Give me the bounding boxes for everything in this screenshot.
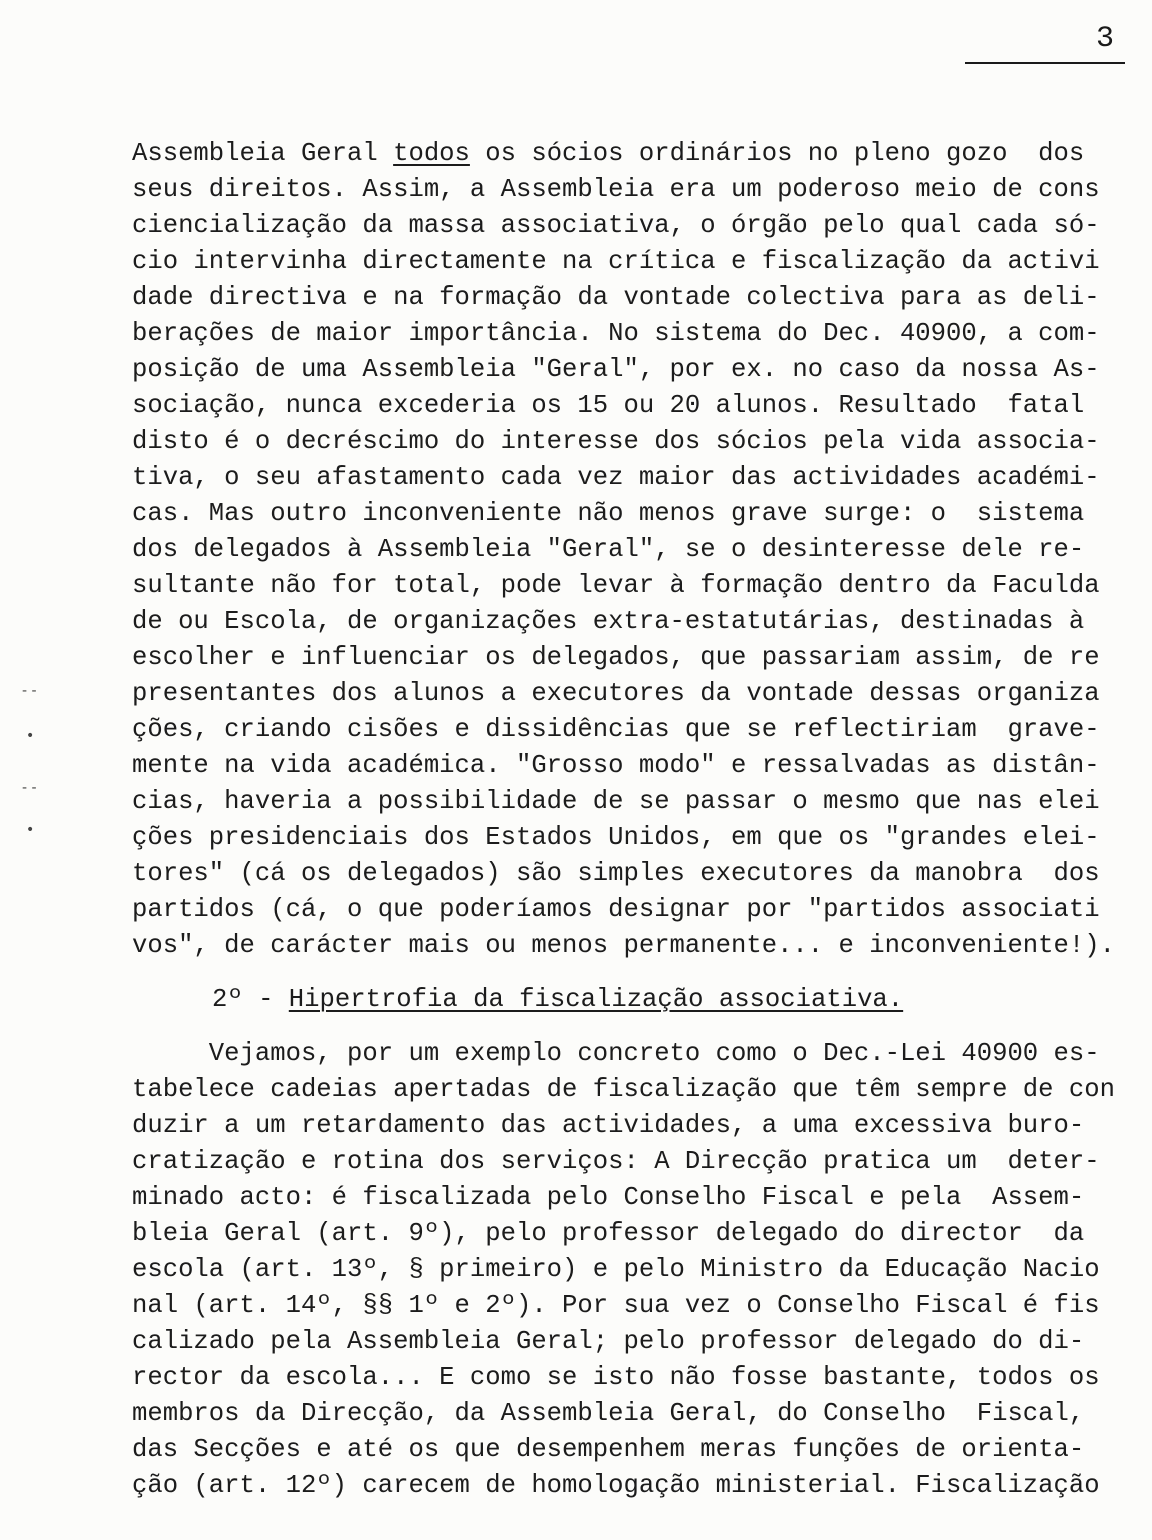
page-number: 3 <box>1096 22 1115 56</box>
text-line <box>132 136 1122 172</box>
text-line: presentantes dos alunos a executores da vontade dessas organiza <box>132 679 1100 708</box>
text-line: ção (art. 12º) carecem de homologação ministerial. Fiscalização <box>132 1471 1100 1500</box>
text-line: tiva, o seu afastamento cada vez maior das actividades académi- <box>132 463 1100 492</box>
page-number-rule <box>965 62 1125 64</box>
text-line: das Secções e até os que desempenhem meras funções de orienta- <box>132 1435 1085 1464</box>
text-line: ções, criando cisões e dissidências que se reflectiriam grave- <box>132 715 1100 744</box>
text-line: sultante não for total, pode levar à formação dentro da Faculda <box>132 571 1100 600</box>
text-line: escolher e influenciar os delegados, que passariam assim, de re <box>132 643 1100 672</box>
section-heading <box>212 982 1112 1018</box>
margin-mark: • <box>26 822 35 838</box>
text-line: Vejamos, por um exemplo concreto como o Dec.-Lei 40900 es- <box>132 1039 1100 1068</box>
margin-mark: - - <box>22 683 37 699</box>
text-line: rector da escola... E como se isto não fosse bastante, todos os <box>132 1363 1100 1392</box>
text-line: partidos (cá, o que poderíamos designar por "partidos associati <box>132 895 1100 924</box>
text-line: seus direitos. Assim, a Assembleia era um poderoso meio de cons <box>132 175 1100 204</box>
text-line: ciencialização da massa associativa, o órgão pelo qual cada só- <box>132 211 1100 240</box>
text-line: cas. Mas outro inconveniente não menos grave surge: o sistema <box>132 499 1085 528</box>
text-line: vos", de carácter mais ou menos permanente... e inconveniente!). <box>132 931 1115 960</box>
text-line: mente na vida académica. "Grosso modo" e ressalvadas as distân- <box>132 751 1100 780</box>
text-line: disto é o decréscimo do interesse dos sócios pela vida associa- <box>132 427 1100 456</box>
text-line: cio intervinha directamente na crítica e fiscalização da activi <box>132 247 1100 276</box>
text-line: membros da Direcção, da Assembleia Geral, do Conselho Fiscal, <box>132 1399 1085 1428</box>
underlined-word: todos <box>393 139 470 168</box>
text-line: nal (art. 14º, §§ 1º e 2º). Por sua vez o Conselho Fiscal é fis <box>132 1291 1100 1320</box>
text-line: ções presidenciais dos Estados Unidos, em que os "grandes elei- <box>132 823 1100 852</box>
text-line: bleia Geral (art. 9º), pelo professor delegado do director da <box>132 1219 1085 1248</box>
text-line: cias, haveria a possibilidade de se passar o mesmo que nas elei <box>132 787 1100 816</box>
text-line: minado acto: é fiscalizada pelo Conselho Fiscal e pela Assem- <box>132 1183 1085 1212</box>
section-number: 2º - <box>212 985 289 1014</box>
text-line: posição de uma Assembleia "Geral", por ex. no caso da nossa As- <box>132 355 1100 384</box>
text-line: tabelece cadeias apertadas de fiscalização que têm sempre de con <box>132 1075 1115 1104</box>
text-line: tores" (cá os delegados) são simples executores da manobra dos <box>132 859 1100 888</box>
text-line: duzir a um retardamento das actividades, a uma excessiva buro- <box>132 1111 1085 1140</box>
margin-mark: • <box>26 728 35 744</box>
text-line: escola (art. 13º, § primeiro) e pelo Ministro da Educação Nacio <box>132 1255 1100 1284</box>
text-span: os sócios ordinários no pleno gozo dos <box>469 139 1085 168</box>
text-line: cratização e rotina dos serviços: A Direcção pratica um deter- <box>132 1147 1100 1176</box>
text-line: sociação, nunca excederia os 15 ou 20 alunos. Resultado fatal <box>132 391 1085 420</box>
text-line: dade directiva e na formação da vontade colectiva para as deli- <box>132 283 1100 312</box>
text-line: dos delegados à Assembleia "Geral", se o desinteresse dele re- <box>132 535 1085 564</box>
margin-mark: - - <box>22 780 37 796</box>
section-title: Hipertrofia da fiscalização associativa. <box>288 985 904 1014</box>
text-line: berações de maior importância. No sistema do Dec. 40900, a com- <box>132 319 1100 348</box>
text-line: de ou Escola, de organizações extra-estatutárias, destinadas à <box>132 607 1085 636</box>
text-span: Assembleia Geral <box>132 139 394 168</box>
text-line: calizado pela Assembleia Geral; pelo professor delegado do di- <box>132 1327 1085 1356</box>
